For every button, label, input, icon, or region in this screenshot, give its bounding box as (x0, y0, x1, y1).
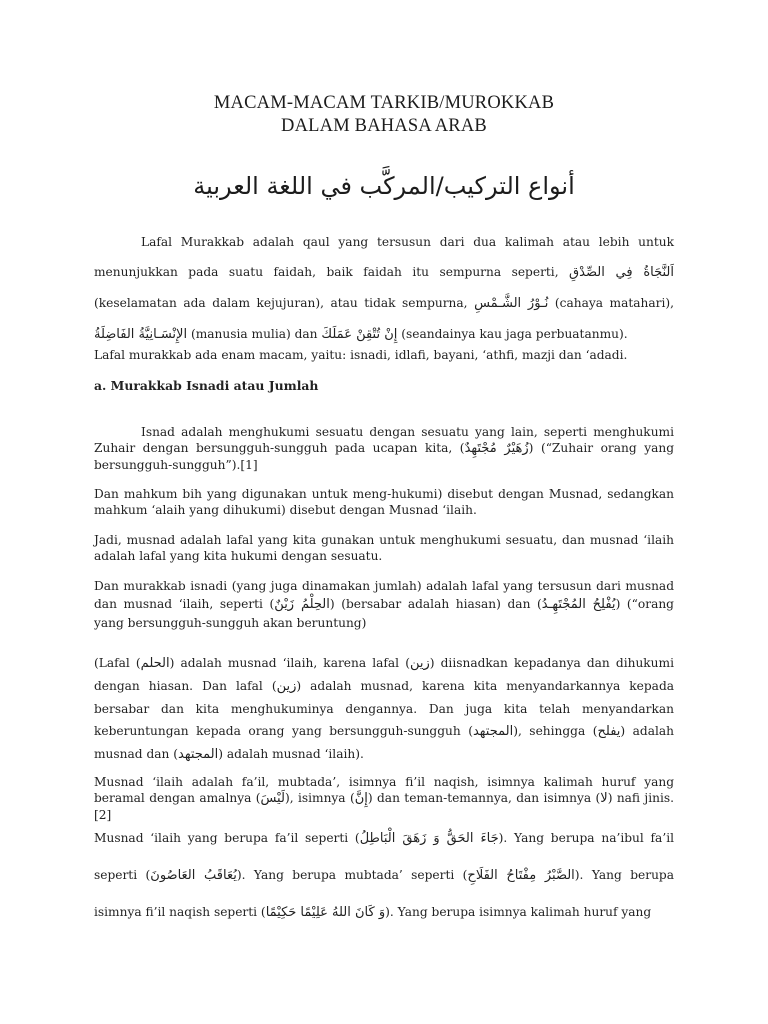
text: (Lafal ( (94, 656, 141, 670)
text: ), isimnya ( (284, 791, 355, 805)
arabic-example: جَاءَ الحَقُّ وَ زَهَقَ الْبَاطِلُ (359, 831, 499, 846)
paragraph-examples (94, 820, 674, 931)
paragraph-definition (94, 227, 674, 350)
text: Musnad ‘ilaih adalah fa’il, mubtada’, isimnya fi’il naqish, isimnya kalimah huruf yang beramal dengan amalnya ( (94, 775, 674, 805)
paragraph-murakkab-isnadi (94, 577, 674, 632)
arabic-example: نُـوْرُ الشَّـمْسِ (474, 296, 549, 311)
paragraph-definition-2: Jadi, musnad adalah lafal yang kita gunakan untuk menghukumi sesuatu, dan musnad ‘ilaih adalah lafal yang kita hukumi dengan sesuatu. (94, 533, 674, 563)
arabic-example: المجتهد (178, 747, 219, 762)
arabic-example: إِنَّ (354, 791, 368, 806)
text: ) dan teman-temannya, dan isimnya ( (367, 791, 601, 805)
text: ) diisnadkan kepadanya dan dihukumi dengan hiasan. Dan lafal ( (94, 656, 674, 693)
title-line-1: MACAM-MACAM TARKIB/MUROKKAB (213, 93, 555, 113)
paragraph-musnad: Dan mahkum bih yang digunakan untuk meng-hukumi) disebut dengan Musnad, sedangkan mahkum ‘alaih yang dihukumi) disebut dengan Musnad ‘ilaih. (94, 487, 674, 517)
text: Isnad adalah menghukumi sesuatu dengan sesuatu yang lain, seperti menghukumi Zuhair dengan bersungguh-sungguh pada ucapan kita, ( (94, 425, 674, 455)
text: ), sehingga ( (513, 724, 598, 738)
arabic-example: زُهَيْرٌ مُجْتَهِدٌ (464, 441, 529, 456)
arabic-example: يُعَاقَبُ العَاصُونَ (150, 868, 237, 883)
arabic-example: الإِنْسَـانِيَّةُ الفَاضِلَةُ (94, 327, 188, 342)
arabic-example: لا (600, 791, 608, 806)
arabic-example: زين (276, 679, 297, 694)
arabic-example: يُفْلِحُ المُجْتَهِـدُ (541, 597, 616, 612)
text: ) adalah musnad ‘ilaih, karena lafal ( (169, 656, 410, 670)
arabic-example: الصَّبْرُ مِفْتَاحُ الفَلَاحِ (467, 868, 575, 883)
text: (manusia mulia) dan (187, 327, 322, 341)
arabic-example: إِنْ تُتْقِنْ عَمَلَكَ (321, 327, 398, 342)
paragraph-musnad-ilaih (94, 774, 674, 823)
text: ) nafi jinis.[2] (94, 791, 674, 822)
section-heading-a: a. Murakkab Isnadi atau Jumlah (94, 378, 319, 393)
arabic-example: زين (409, 656, 430, 671)
arabic-example: المجتهد (472, 724, 514, 739)
text: Lafal Murakkab adalah qaul yang tersusun dari dua kalimah atau lebih untuk menunjukkan pada suatu faidah, baik faidah itu sempurna seperti, (94, 235, 674, 279)
text: ). Yang berupa na’ibul fa’il seperti ( (94, 831, 674, 882)
text: ) (“Zuhair orang yang bersungguh-sungguh”).[1] (94, 441, 674, 472)
arabic-title: أنواع التركيب/المركَّب في اللغة العربية (193, 172, 575, 200)
text: ) adalah musnad, karena kita menyandarkannya kepada bersabar dan kita menghukuminya dengannya. Dan juga kita telah menyandarkan keberuntungan kepada orang yang bersungguh-sungguh ( (94, 679, 675, 738)
text: ). Yang berupa isimnya fi’il naqish seperti ( (94, 868, 674, 919)
arabic-example: يفلح (597, 724, 621, 739)
arabic-example: لَيْسَ (260, 791, 285, 806)
text: ). Yang berupa isimnya kalimah huruf yang (385, 905, 652, 919)
text: ) (“orang yang bersungguh-sungguh akan beruntung) (94, 597, 674, 630)
text: (cahaya matahari), (548, 296, 674, 310)
text: ) (bersabar adalah hiasan) dan ( (329, 597, 542, 611)
text: Musnad ‘ilaih yang berupa fa’il seperti ( (94, 831, 360, 845)
arabic-example: اَلنَّجَاةُ فِي الصِّدْقِ (569, 265, 674, 280)
text: Dan murakkab isnadi (yang juga dinamakan jumlah) adalah lafal yang tersusun dari musnad dan musnad ‘ilaih, seperti ( (94, 579, 674, 611)
text: ) adalah musnad ‘ilaih). (218, 747, 364, 761)
paragraph-isnad (94, 424, 674, 473)
title-line-2: DALAM BAHASA ARAB (281, 116, 487, 136)
text: (seandainya kau jaga perbuatanmu). (397, 327, 628, 341)
document-title (0, 92, 768, 138)
text: (keselamatan ada dalam kejujuran), atau tidak sempurna, (94, 296, 475, 310)
text: ). Yang berupa mubtada’ seperti ( (236, 868, 468, 882)
arabic-example: الحِلْمُ زَيْنٌ (274, 597, 330, 612)
arabic-example: الحلم (140, 656, 170, 671)
paragraph-explanation (94, 652, 674, 766)
text: ) adalah musnad dan ( (94, 724, 674, 761)
paragraph-types: Lafal murakkab ada enam macam, yaitu: isnadi, idlafi, bayani, ‘athfi, mazji dan ‘adadi. (94, 348, 628, 362)
arabic-example: وَ كَانَ اللهُ عَلِيْمًا حَكِيْمًا (265, 905, 386, 920)
